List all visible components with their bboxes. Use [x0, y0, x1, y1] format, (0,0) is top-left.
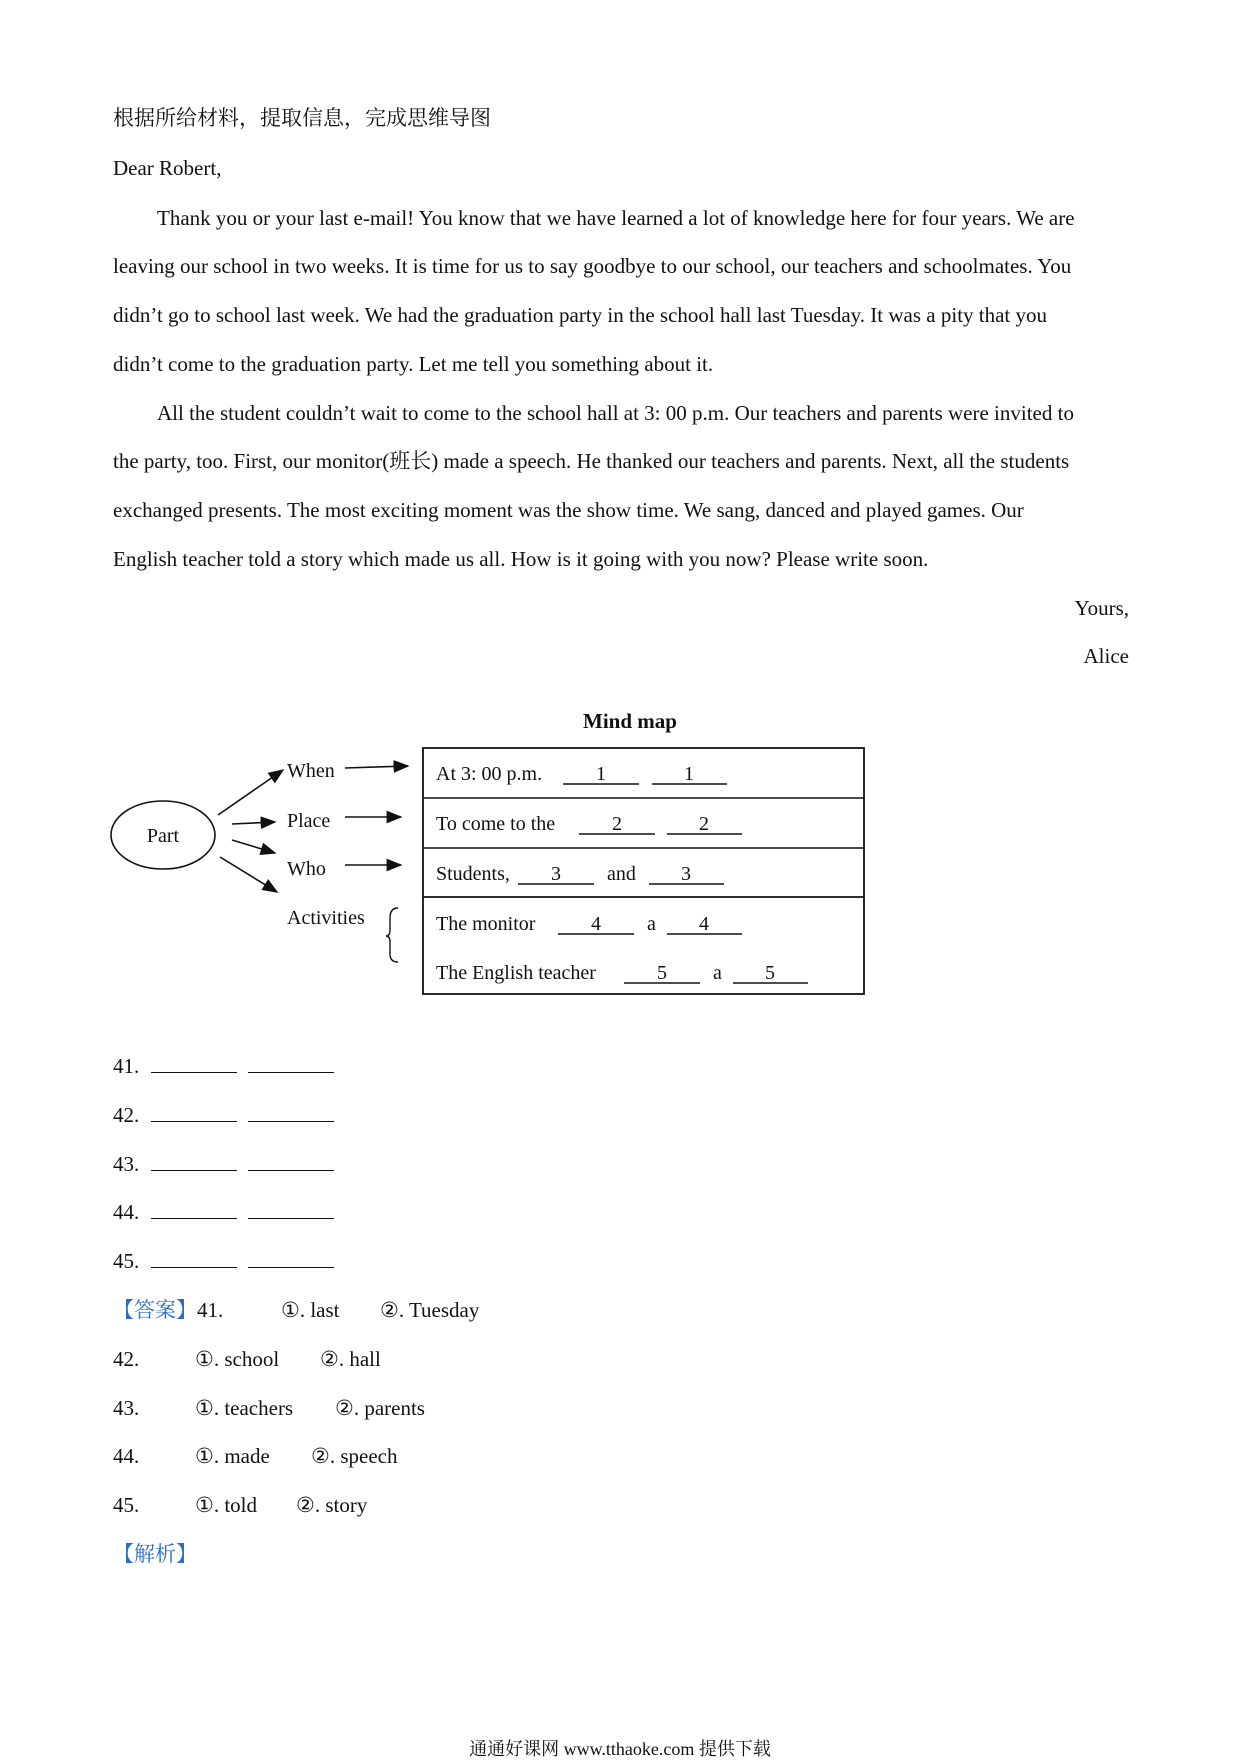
row-3-mid: and — [607, 863, 636, 885]
branch-activities: Activities — [287, 907, 365, 929]
row-5-prefix: The English teacher — [436, 962, 596, 984]
arrow-to-place — [232, 822, 275, 824]
answer-row-42 — [113, 1345, 381, 1373]
row-4-prefix: The monitor — [436, 913, 536, 935]
letter-paragraph-2-line-1: All the student couldn’t wait to come to the school hall at 3: 00 p.m. Our teachers and parents were invited to — [157, 401, 1074, 425]
letter-paragraph-1-line-4: didn’t come to the graduation party. Let me tell you something about it. — [113, 352, 714, 376]
row-3-num-2: 3 — [681, 863, 691, 885]
question-number: 41. — [113, 1054, 140, 1078]
answer-2: ②. Tuesday — [380, 1298, 480, 1322]
row-2-prefix: To come to the — [436, 813, 556, 835]
answer-1: ①. made — [195, 1444, 270, 1468]
letter-paragraph-1-line-1: Thank you or your last e-mail! You know that we have learned a lot of knowledge here for four years. We are — [157, 206, 1075, 230]
answer-blank[interactable] — [151, 1101, 237, 1122]
activities-brace — [386, 908, 398, 962]
question-45 — [113, 1247, 334, 1275]
row-4-num-1: 4 — [591, 913, 601, 935]
answer-blank[interactable] — [151, 1198, 237, 1219]
answer-number: 41. — [197, 1298, 224, 1322]
letter-signature: Alice — [1083, 644, 1129, 668]
answer-blank[interactable] — [151, 1150, 237, 1171]
row-3-prefix: Students, — [436, 863, 510, 885]
letter-paragraph-2-line-4: English teacher told a story which made us all. How is it going with you now? Please write soon. — [113, 547, 929, 571]
answer-blank[interactable] — [248, 1198, 334, 1219]
answer-row-44 — [113, 1442, 398, 1470]
answer-1: ①. teachers — [195, 1396, 294, 1420]
answer-2: ②. speech — [311, 1444, 398, 1468]
row-4-num-2: 4 — [699, 913, 709, 935]
question-number: 45. — [113, 1249, 140, 1273]
page-footer: 通通好课网 www.tthaoke.com 提供下载 — [469, 1739, 771, 1759]
question-44 — [113, 1198, 334, 1226]
answer-blank[interactable] — [248, 1150, 334, 1171]
answer-label: 【答案】 — [113, 1298, 197, 1322]
answer-2: ②. parents — [335, 1396, 425, 1420]
answer-blank[interactable] — [151, 1052, 237, 1073]
arrow-to-who — [232, 840, 275, 853]
answer-number: 43. — [113, 1396, 140, 1420]
answer-blank[interactable] — [248, 1247, 334, 1268]
row-3-num-1: 3 — [551, 863, 561, 885]
question-number: 44. — [113, 1200, 140, 1224]
answer-blank[interactable] — [248, 1052, 334, 1073]
question-42 — [113, 1101, 334, 1129]
row-2-num-1: 2 — [612, 813, 622, 835]
answer-blank[interactable] — [151, 1247, 237, 1268]
answer-row-41 — [113, 1296, 480, 1324]
letter-paragraph-2-line-2: the party, too. First, our monitor(班长) made a speech. He thanked our teachers and parents. Next, all the students — [113, 449, 1070, 473]
row-4-mid: a — [647, 913, 656, 935]
branch-when: When — [287, 760, 335, 782]
answer-row-45 — [113, 1491, 368, 1519]
letter-paragraph-1-line-3: didn’t go to school last week. We had the graduation party in the school hall last Tuesday. It was a pity that you — [113, 303, 1048, 327]
answer-number: 45. — [113, 1493, 140, 1517]
mind-map-title: Mind map — [583, 709, 677, 733]
row-1-num-2: 1 — [684, 763, 694, 785]
instruction: 根据所给材料，提取信息，完成思维导图 — [113, 106, 491, 130]
letter-paragraph-1-line-2: leaving our school in two weeks. It is time for us to say goodbye to our school, our teachers and schoolmates. You — [113, 254, 1072, 278]
arrow-when-to-table — [345, 766, 408, 768]
row-5-num-1: 5 — [657, 962, 667, 984]
answer-2: ②. hall — [320, 1347, 381, 1371]
row-1-num-1: 1 — [596, 763, 606, 785]
answer-1: ①. told — [195, 1493, 257, 1517]
answer-blank[interactable] — [248, 1101, 334, 1122]
arrow-to-when — [218, 770, 283, 815]
letter-greeting: Dear Robert, — [113, 156, 222, 180]
answer-number: 42. — [113, 1347, 140, 1371]
letter-closing: Yours, — [1074, 596, 1129, 620]
question-number: 43. — [113, 1152, 140, 1176]
row-1-prefix: At 3: 00 p.m. — [436, 763, 543, 785]
branch-place: Place — [287, 810, 331, 832]
answer-number: 44. — [113, 1444, 140, 1468]
row-5-num-2: 5 — [765, 962, 775, 984]
question-41 — [113, 1052, 334, 1080]
answer-2: ②. story — [296, 1493, 368, 1517]
mind-map-center-label: Part — [146, 825, 180, 847]
analysis-label: 【解析】 — [113, 1542, 197, 1566]
row-5-mid: a — [713, 962, 722, 984]
branch-who: Who — [287, 858, 326, 880]
question-43 — [113, 1150, 334, 1178]
row-2-num-2: 2 — [699, 813, 709, 835]
letter-paragraph-2-line-3: exchanged presents. The most exciting moment was the show time. We sang, danced and played games. Our — [113, 498, 1024, 522]
answer-row-43 — [113, 1394, 425, 1422]
arrow-to-activities — [220, 857, 277, 892]
answer-1: ①. school — [195, 1347, 280, 1371]
question-number: 42. — [113, 1103, 140, 1127]
answer-1: ①. last — [281, 1298, 340, 1322]
